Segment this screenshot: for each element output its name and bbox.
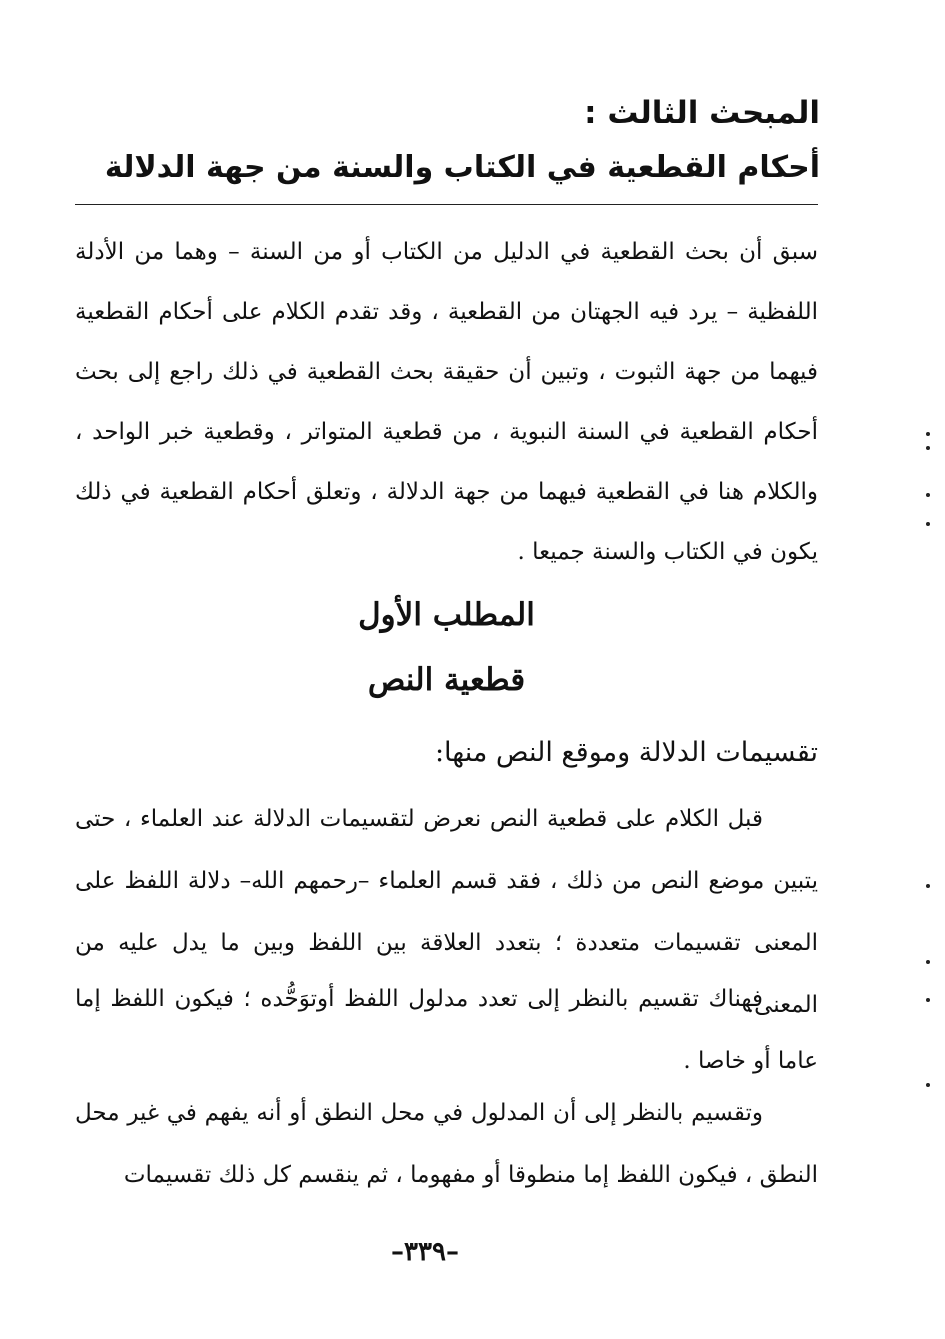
margin-mark — [926, 998, 930, 1002]
section-title: أحكام القطعية في الكتاب والسنة من جهة الدلالة — [104, 150, 820, 185]
chapter-heading: المطلب الأول — [358, 597, 535, 633]
subsection-heading: تقسيمات الدلالة وموقع النص منها: — [434, 737, 818, 768]
margin-mark — [926, 432, 930, 436]
chapter-subtitle: قطعية النص — [367, 662, 526, 698]
body-paragraph-2 — [75, 968, 818, 1092]
page-number: –٣٣٩– — [391, 1237, 459, 1267]
body-paragraph-3-text: وتقسيم بالنظر إلى أن المدلول في محل النطق أو أنه يفهم في غير محل النطق ، فيكون اللفظ إما منطوقا أو مفهوما ، ثم ينقسم كل ذلك تقسيمات — [75, 1100, 818, 1188]
margin-mark — [926, 960, 930, 964]
intro-paragraph: سبق أن بحث القطعية في الدليل من الكتاب أو من السنة – وهما من الأدلة اللفظية – يرد فيه الجهتان من القطعية ، وقد تقدم الكلام على أحكام القطعية فيهما من جهة الثبوت ، وتبين أن حقيقة بحث القطعية في ذلك راجع إلى بحث أحكام القطعية في السنة النبوية ، من قطعية المتواتر ، وقطعية خبر الواحد ، والكلام هنا في القطعية فيهما من جهة الدلالة ، وتعلق أحكام القطعية في ذلك يكون في الكتاب والسنة جميعا . — [75, 239, 818, 565]
section-label: المبحث الثالث : — [584, 95, 820, 131]
title-underline — [75, 204, 818, 205]
margin-mark — [926, 446, 930, 450]
margin-mark — [926, 493, 930, 497]
margin-mark — [926, 1083, 930, 1087]
margin-mark — [926, 522, 930, 526]
body-paragraph-2-text: فهناك تقسيم بالنظر إلى تعدد مدلول اللفظ أوتوَحُّده ؛ فيكون اللفظ إما عاما أو خاصا . — [75, 986, 818, 1074]
body-paragraph-1-text: قبل الكلام على قطعية النص نعرض لتقسيمات الدلالة عند العلماء ، حتى يتبين موضع النص من ذلك ، فقد قسم العلماء –رحمهم الله– دلالة اللفظ على المعنى تقسيمات متعددة ؛ بتعدد العلاقة بين اللفظ وبين ما يدل عليه من المعنى. — [75, 806, 818, 1018]
margin-mark — [926, 884, 930, 888]
body-paragraph-3 — [75, 1082, 818, 1206]
